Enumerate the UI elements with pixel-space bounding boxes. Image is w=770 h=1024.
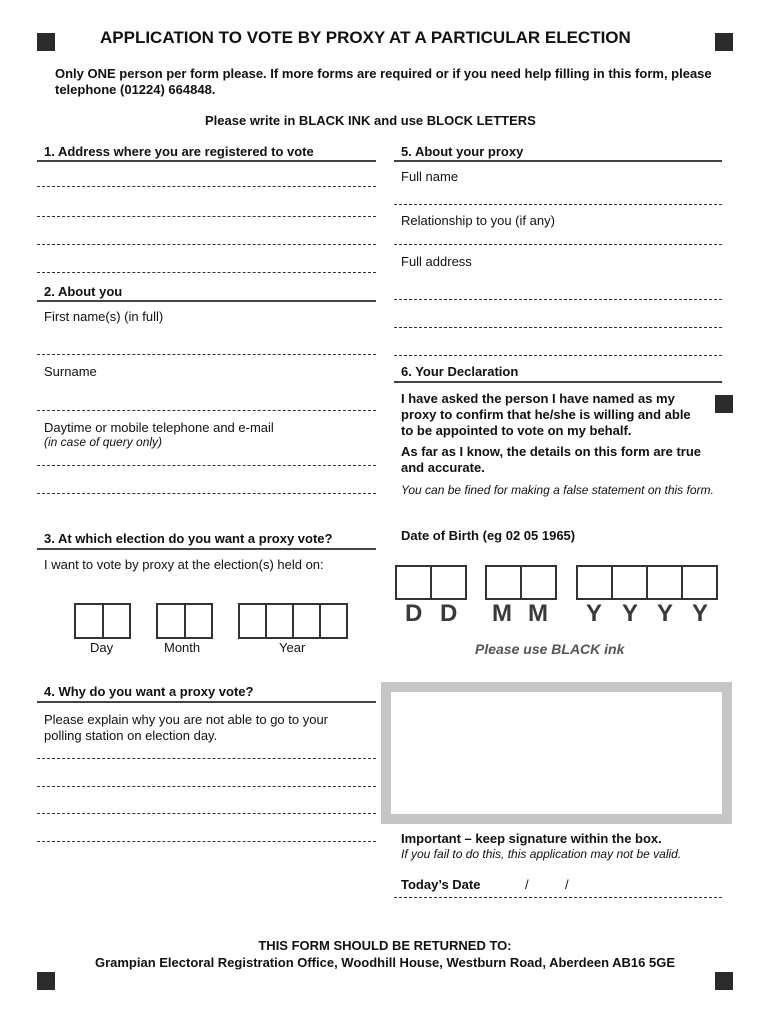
section2-heading: 2. About you	[44, 284, 123, 299]
election-day-box[interactable]	[74, 603, 131, 639]
section3-rule	[37, 548, 376, 550]
return-address: Grampian Electoral Registration Office, Woodhill House, Westburn Road, Aberdeen AB16 5GE	[94, 955, 676, 970]
year-label: Year	[279, 640, 306, 655]
registration-mark-bottom-right	[715, 972, 733, 990]
reason-line-1[interactable]	[37, 758, 376, 759]
section3-heading: 3. At which election do you want a proxy vote?	[44, 531, 333, 546]
section6-heading: 6. Your Declaration	[401, 364, 519, 379]
section1-heading: 1. Address where you are registered to vote	[44, 144, 314, 159]
dob-letter-y4: Y	[692, 600, 709, 627]
reason-line-2[interactable]	[37, 786, 376, 787]
dob-letter-y2: Y	[622, 600, 639, 627]
declaration-statement-1: I have asked the person I have named as my proxy to confirm that he/she is willing and able to be appointed to vote on my behalf.	[401, 391, 691, 438]
registration-mark-top-left	[37, 33, 55, 51]
address-line-3[interactable]	[37, 244, 376, 245]
date-separator-2: /	[565, 877, 569, 892]
dob-letter-d2: D	[440, 600, 458, 627]
contact-label: Daytime or mobile telephone and e-mail	[44, 420, 274, 435]
reason-line-3[interactable]	[37, 813, 376, 814]
address-line-2[interactable]	[37, 216, 376, 217]
return-heading: THIS FORM SHOULD BE RETURNED TO:	[258, 938, 512, 953]
signature-important-note: Important – keep signature within the box.	[401, 831, 662, 846]
section5-rule	[394, 160, 722, 162]
proxy-relationship-label: Relationship to you (if any)	[401, 213, 555, 228]
section4-rule	[37, 701, 376, 703]
election-year-box[interactable]	[238, 603, 348, 639]
contact-line-2[interactable]	[37, 493, 376, 494]
form-title: APPLICATION TO VOTE BY PROXY AT A PARTICULAR ELECTION	[100, 28, 631, 47]
dob-month-box[interactable]	[485, 565, 557, 600]
fine-warning: You can be fined for making a false statement on this form.	[401, 483, 714, 497]
surname-line[interactable]	[37, 410, 376, 411]
section4-heading: 4. Why do you want a proxy vote?	[44, 684, 254, 699]
section6-rule	[394, 381, 722, 383]
day-label: Day	[90, 640, 114, 655]
first-names-label: First name(s) (in full)	[44, 309, 164, 324]
reason-prompt: Please explain why you are not able to go to your polling station on election day.	[44, 712, 329, 743]
todays-date-label: Today’s Date	[401, 877, 481, 892]
proxy-address-line-3[interactable]	[394, 355, 722, 356]
first-names-line[interactable]	[37, 354, 376, 355]
month-label: Month	[164, 640, 201, 655]
surname-label: Surname	[44, 364, 97, 379]
date-separator-1: /	[525, 877, 529, 892]
proxy-address-label: Full address	[401, 254, 472, 269]
dob-letter-y1: Y	[586, 600, 603, 627]
election-date-prompt: I want to vote by proxy at the election(s) held on:	[44, 557, 324, 572]
election-month-box[interactable]	[156, 603, 213, 639]
signature-validity-warning: If you fail to do this, this application may not be valid.	[401, 847, 682, 861]
reason-line-4[interactable]	[37, 841, 376, 842]
dob-letter-y3: Y	[657, 600, 674, 627]
proxy-full-name-label: Full name	[401, 169, 459, 184]
proxy-full-name-line[interactable]	[394, 204, 722, 205]
dob-year-box[interactable]	[576, 565, 718, 600]
address-line-4[interactable]	[37, 272, 376, 273]
declaration-statement-2: As far as I know, the details on this form are true and accurate.	[401, 444, 702, 475]
address-line-1[interactable]	[37, 186, 376, 187]
dob-day-box[interactable]	[395, 565, 467, 600]
proxy-address-line-2[interactable]	[394, 327, 722, 328]
section1-rule	[37, 160, 376, 162]
dob-label: Date of Birth (eg 02 05 1965)	[401, 528, 576, 543]
signature-box[interactable]	[381, 682, 732, 824]
section2-rule	[37, 300, 376, 302]
registration-mark-top-right	[715, 33, 733, 51]
ink-instruction: Please write in BLACK INK and use BLOCK LETTERS	[205, 113, 536, 128]
proxy-address-line-1[interactable]	[394, 299, 722, 300]
registration-mark-bottom-left	[37, 972, 55, 990]
contact-note: (in case of query only)	[44, 435, 163, 449]
section5-heading: 5. About your proxy	[401, 144, 524, 159]
registration-mark-declaration	[715, 395, 733, 413]
contact-line-1[interactable]	[37, 465, 376, 466]
intro-text: Only ONE person per form please. If more forms are required or if you need help filling in this form, please telephone (01224) 664848.	[55, 66, 712, 97]
proxy-relationship-line[interactable]	[394, 244, 722, 245]
dob-letter-m2: M	[528, 600, 548, 627]
dob-letter-d1: D	[405, 600, 423, 627]
black-ink-note: Please use BLACK ink	[475, 641, 625, 657]
todays-date-line[interactable]	[394, 897, 722, 898]
dob-letter-m1: M	[492, 600, 512, 627]
